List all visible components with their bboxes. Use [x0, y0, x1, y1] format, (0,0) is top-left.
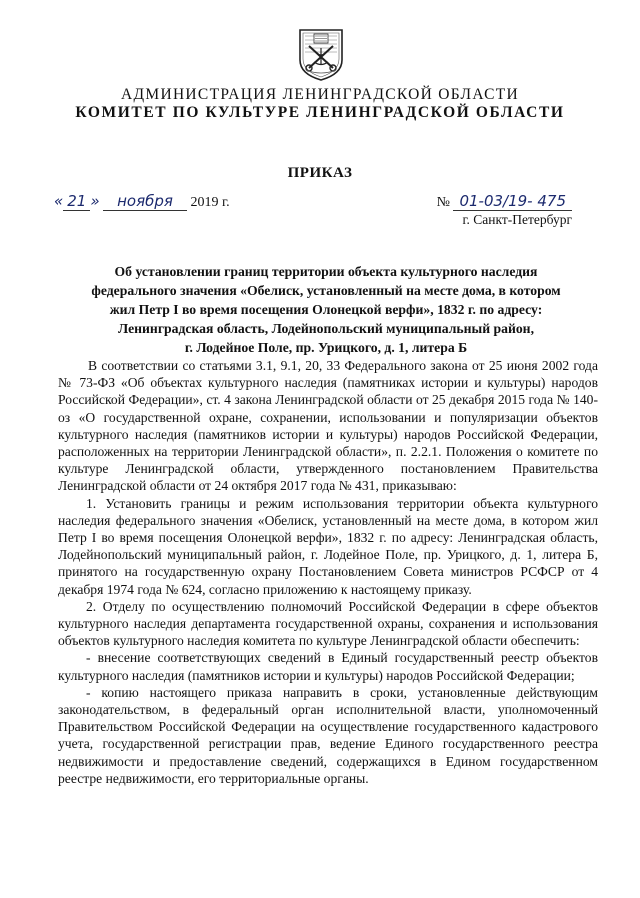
subject-line: жил Петр I во время посещения Олонецкой верфи», 1832 г. по адресу: [109, 302, 543, 317]
organization-name: АДМИНИСТРАЦИЯ ЛЕНИНГРАДСКОЙ ОБЛАСТИ [121, 86, 519, 103]
clause-2-item-registry: - внесение соответствующих сведений в Единый государственный реестр объектов культурного наследия (памятников истории и культуры) народов Российской Федерации; [58, 650, 598, 683]
clause-2-item-copy: - копию настоящего приказа направить в сроки, установленные действующим законодательством, в федеральный орган исполнительной власти, уполномоченный Правительством Российской Федерации на осуществление государственного кадастрового учета, государственной регистрации прав, ведение Единого государственного реестра недвижимости и предоставление сведений, содержащихся в Едином государственном реестре недвижимости, его территориальные органы. [58, 684, 598, 786]
committee-name: КОМИТЕТ ПО КУЛЬТУРЕ ЛЕНИНГРАДСКОЙ ОБЛАСТИ [75, 104, 565, 121]
subject-line: Об установлении границ территории объекта культурного наследия [114, 264, 538, 279]
date-day: 21 [63, 192, 90, 211]
document-title: ПРИКАЗ [287, 165, 353, 181]
order-date [54, 192, 230, 211]
number-value: 01-03/19- 475 [453, 192, 572, 211]
city: г. Санкт-Петербург [462, 212, 572, 227]
clause-1-paragraph: 1. Установить границы и режим использования территории объекта культурного наследия федерального значения «Обелиск, установленный на месте дома, в котором жил Петр I во время посещения Олонецкой верфи», 1832 г. по адресу: Ленинградская область, Лодейнопольский муниципальный район, г. Лодейное Поле, пр. Урицкого, д. 1, литера Б, принятого на государственную охрану Постановлением Совета министров РСФСР от 4 декабря 1974 года № 624, согласно приложению к настоящему приказу. [58, 495, 598, 597]
number-prefix: № [436, 195, 450, 210]
coat-of-arms-icon [296, 26, 346, 82]
subject-line: г. Лодейное Поле, пр. Урицкого, д. 1, литера Б [184, 340, 468, 355]
order-number [437, 192, 572, 211]
date-year: 2019 г. [190, 195, 230, 210]
subject-line: Ленинградская область, Лодейнопольский муниципальный район, [117, 321, 534, 336]
preamble-paragraph: В соответствии со статьями 3.1, 9.1, 20, 33 Федерального закона от 25 июня 2002 года № 73-ФЗ «Об объектах культурного наследия (памятниках истории и культуры) народов Российской Федерации», ст. 4 закона Ленинградской области от 25 декабря 2015 года № 140-оз «О государственной охране, сохранении, использовании и популяризации объектов культурного наследия (памятников истории и культуры) народов Российской Федерации, расположенных на территории Ленинградской области», п. 2.2.1. Положения о комитете по культуре Ленинградской области, утвержденного постановлением Правительства Ленинградской области от 24 октября 2017 года № 431, приказываю: [58, 358, 598, 494]
date-open-quote: « [54, 192, 64, 210]
order-body [58, 357, 598, 787]
date-month: ноября [103, 192, 187, 211]
order-subject [58, 262, 594, 357]
subject-line: федерального значения «Обелиск, установленный на месте дома, в котором [91, 283, 561, 298]
date-close-quote: » [90, 192, 100, 210]
clause-2-paragraph: 2. Отделу по осуществлению полномочий Российской Федерации в сфере объектов культурного наследия департамента государственной охраны, сохранения и использования объектов культурного наследия комитета по культуре Ленинградской области обеспечить: [58, 598, 598, 649]
